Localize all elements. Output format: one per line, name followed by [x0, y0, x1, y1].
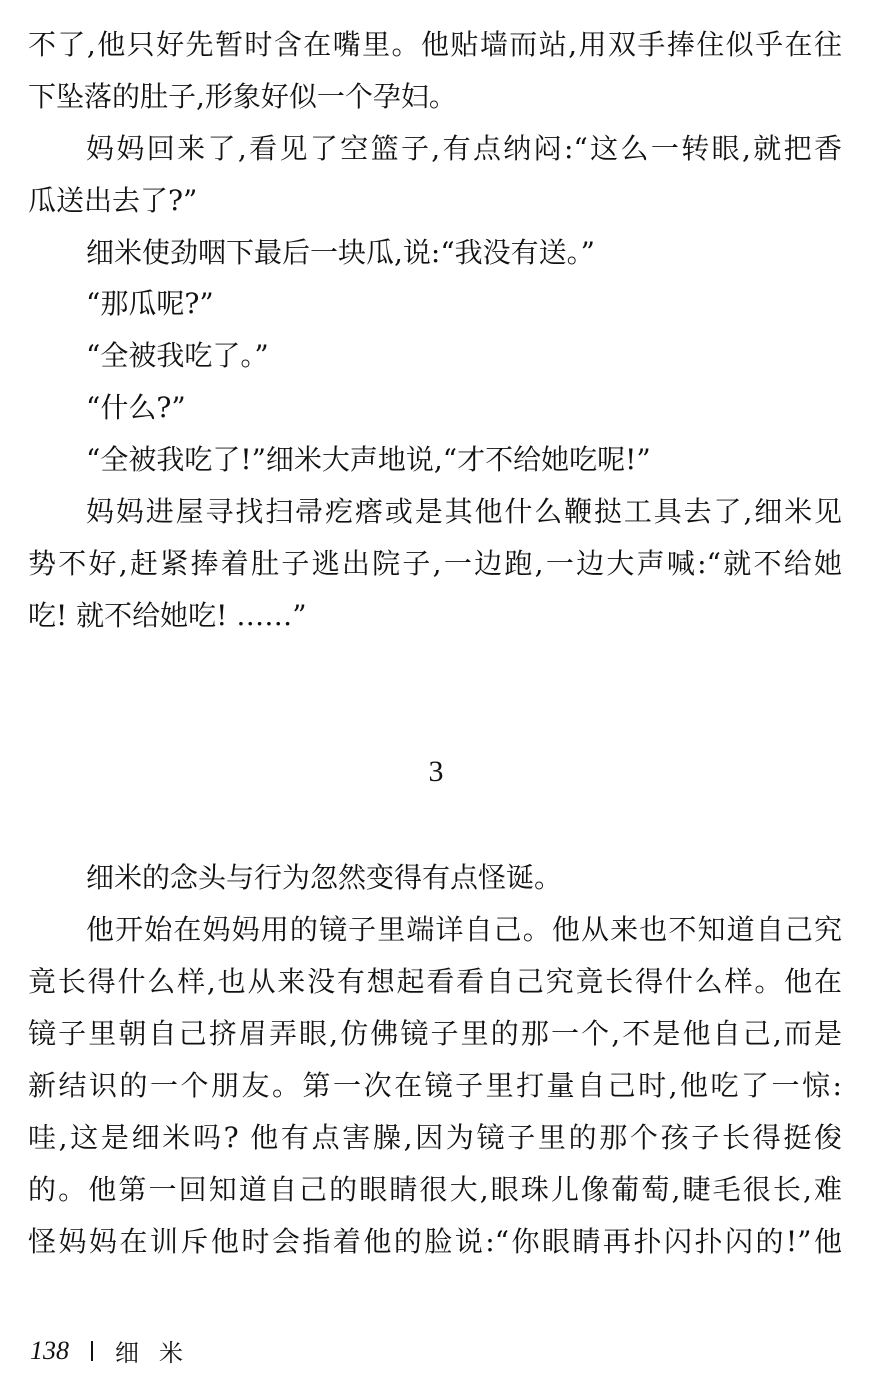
- text-line: 他开始在妈妈用的镜子里端详自己。他从来也不知道自己究: [86, 913, 842, 946]
- text-line: 竟长得什么样,也从来没有想起看看自己究竟长得什么样。他在: [28, 965, 842, 998]
- text-line: “全被我吃了!”细米大声地说,“才不给她吃呢!”: [86, 443, 651, 476]
- text-line: “全被我吃了。”: [86, 339, 269, 372]
- text-line: 怪妈妈在训斥他时会指着他的脸说:“你眼睛再扑闪扑闪的!”他: [28, 1225, 842, 1258]
- book-title: 细米: [115, 1339, 203, 1367]
- text-line: 镜子里朝自己挤眉弄眼,仿佛镜子里的那一个,不是他自己,而是: [28, 1017, 842, 1050]
- text-line: 细米使劲咽下最后一块瓜,说:“我没有送。”: [86, 236, 595, 269]
- text-line: 妈妈回来了,看见了空篮子,有点纳闷:“这么一转眼,就把香: [86, 132, 842, 165]
- text-line: 新结识的一个朋友。第一次在镜子里打量自己时,他吃了一惊:: [28, 1069, 842, 1102]
- text-line: 下坠落的肚子,形象好似一个孕妇。: [28, 80, 457, 113]
- page-footer: [30, 1333, 203, 1368]
- text-line: 的。他第一回知道自己的眼睛很大,眼珠儿像葡萄,睫毛很长,难: [28, 1173, 842, 1206]
- section-number: 3: [428, 755, 444, 788]
- text-line: “那瓜呢?”: [86, 287, 214, 320]
- page-number: 138: [30, 1335, 69, 1365]
- footer-divider: [91, 1341, 93, 1361]
- text-line: 妈妈进屋寻找扫帚疙瘩或是其他什么鞭挞工具去了,细米见: [86, 495, 842, 528]
- text-line: 吃! 就不给她吃! ……”: [28, 599, 307, 632]
- text-line: 势不好,赶紧捧着肚子逃出院子,一边跑,一边大声喊:“就不给她: [28, 547, 842, 580]
- text-line: 哇,这是细米吗? 他有点害臊,因为镜子里的那个孩子长得挺俊: [28, 1121, 842, 1154]
- text-line: 细米的念头与行为忽然变得有点怪诞。: [86, 861, 563, 894]
- text-line: 不了,他只好先暂时含在嘴里。他贴墙而站,用双手捧住似乎在往: [28, 28, 842, 61]
- text-line: “什么?”: [86, 391, 186, 424]
- text-line: 瓜送出去了?”: [28, 184, 198, 217]
